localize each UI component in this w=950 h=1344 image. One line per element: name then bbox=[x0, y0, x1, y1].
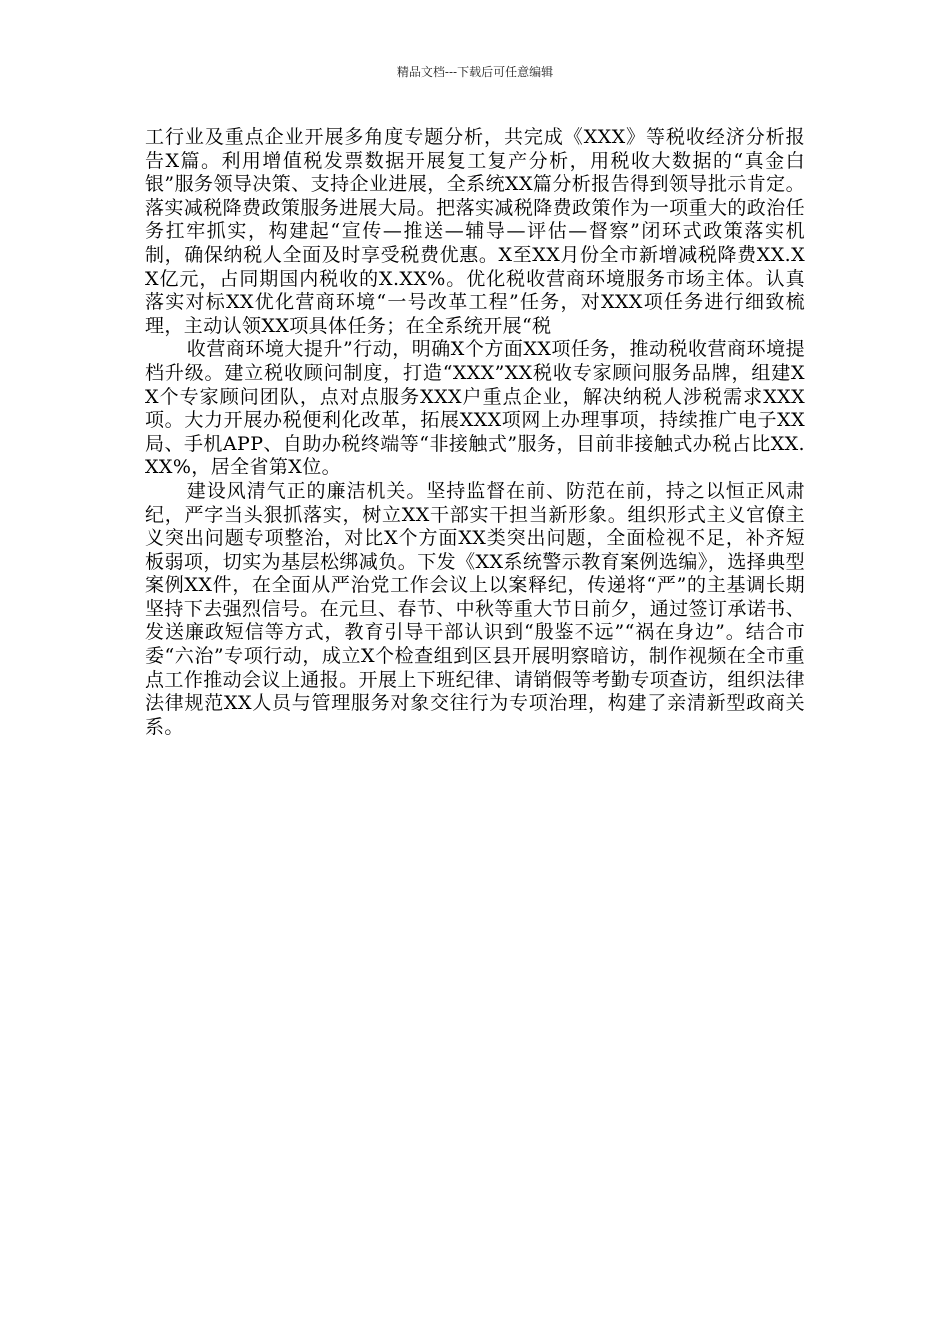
paragraph-tax-analysis: 工行业及重点企业开展多角度专题分析，共完成《XXX》等税收经济分析报告X篇。利用增值税发票数据开展复工复产分析，用税收大数据的“真金白银”服务领导决策、支持企业进展，全系统XX篇分析报告得到领导批示肯定。落实减税降费政策服务进展大局。把落实减税降费政策作为一项重大的政治任务扛牢抓实，构建起“宣传—推送—辅导—评估—督察”闭环式政策落实机制，确保纳税人全面及时享受税费优惠。X至XX月份全市新增减税降费XX.XX亿元，占同期国内税收的X.XX%。优化税收营商环境服务市场主体。认真落实对标XX优化营商环境“一号改革工程”任务，对XXX项任务进行细致梳理，主动认领XX项具体任务；在全系统开展“税 bbox=[145, 126, 805, 337]
paragraph-clean-government: 建设风清气正的廉洁机关。坚持监督在前、防范在前，持之以恒正风肃纪，严字当头狠抓落实，树立XX干部实干担当新形象。组织形式主义官僚主义突出问题专项整治，对比X个方面XX类突出问题，全面检视不足，补齐短板弱项，切实为基层松绑减负。下发《XX系统警示教育案例选编》，选择典型案例XX件，在全面从严治党工作会议上以案释纪，传递将“严”的主基调长期坚持下去强烈信号。在元旦、春节、中秋等重大节日前夕，通过签订承诺书、发送廉政短信等方式，教育引导干部认识到“殷鉴不远”“祸在身边”。结合市委“六治”专项行动，成立X个检查组到区县开展明察暗访，制作视频在全市重点工作推动会议上通报。开展上下班纪律、请销假等考勤专项查访，组织法律法律规范XX人员与管理服务对象交往行为专项治理，构建了亲清新型政商关系。 bbox=[145, 479, 805, 738]
paragraph-business-environment: 收营商环境大提升”行动，明确X个方面XX项任务，推动税收营商环境提档升级。建立税收顾问制度，打造“XXX”XX税收专家顾问服务品牌，组建XX个专家顾问团队，点对点服务XXX户重点企业，解决纳税人涉税需求XXX项。大力开展办税便利化改革，拓展XXX项网上办理事项，持续推广电子XX局、手机APP、自助办税终端等“非接触式”服务，目前非接触式办税占比XX.XX%，居全省第X位。 bbox=[145, 338, 805, 479]
document-body bbox=[145, 126, 805, 739]
page-header-note: 精品文档---下载后可任意编辑 bbox=[396, 65, 554, 79]
